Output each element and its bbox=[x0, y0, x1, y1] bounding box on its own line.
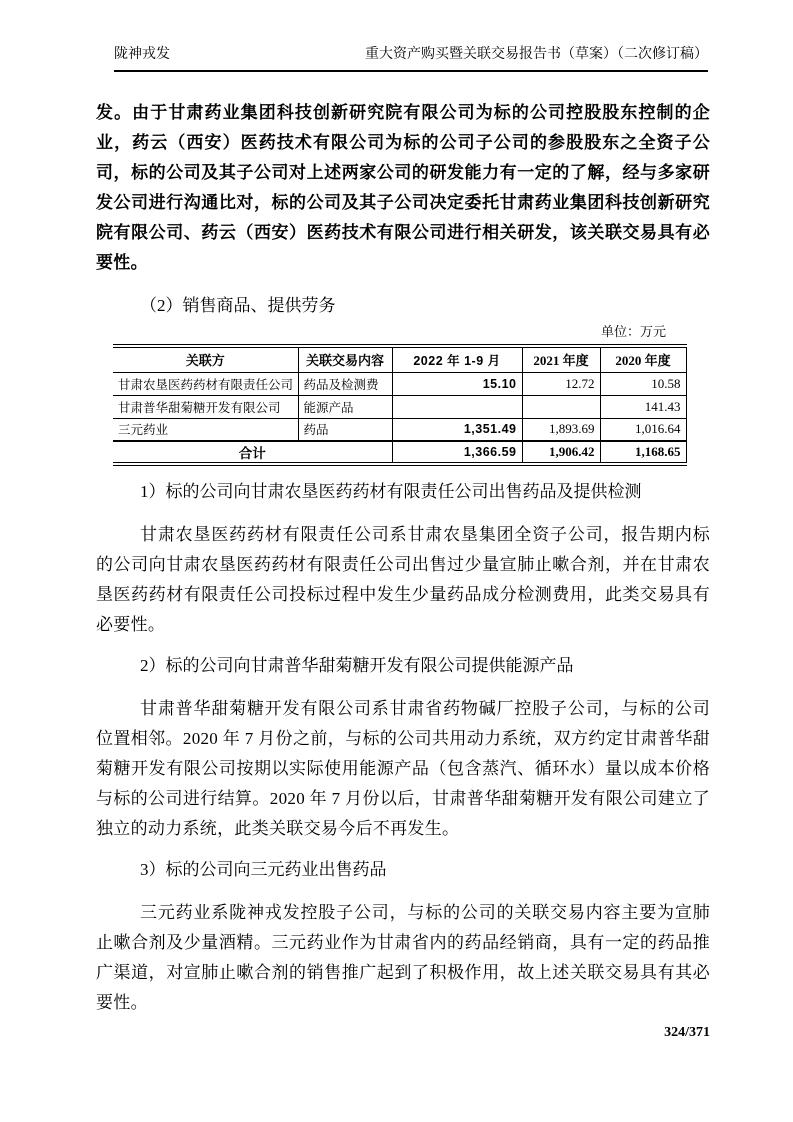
cell-total-2022: 1,366.59 bbox=[392, 441, 522, 464]
cell-2020: 10.58 bbox=[600, 372, 686, 395]
cell-2021 bbox=[522, 395, 600, 418]
cell-2020: 141.43 bbox=[600, 395, 686, 418]
subsection-1-paragraph: 甘肃农垦医药药材有限责任公司系甘肃农垦集团全资子公司，报告期内标的公司向甘肃农垦医药药材有限责任公司出售过少量宣肺止嗽合剂，并在甘肃农垦医药药材有限责任公司投标过程中发生少量药品成分检测费用，此类交易具有必要性。 bbox=[96, 525, 710, 634]
col-header-content: 关联交易内容 bbox=[298, 346, 392, 372]
page-body bbox=[96, 98, 710, 1041]
cell-party: 甘肃普华甜菊糖开发有限公司 bbox=[113, 395, 298, 418]
subsection-2-paragraph: 甘肃普华甜菊糖开发有限公司系甘肃省药物碱厂控股子公司，与标的公司位置相邻。2020 年 7 月份之前，与标的公司共用动力系统，双方约定甘肃普华甜菊糖开发有限公司按期以实际使用能源产品（包含蒸汽、循环水）量以成本价格与标的公司进行结算。2020 年 7 月份以后，甘肃普华甜菊糖开发有限公司建立了独立的动力系统，此类关联交易今后不再发生。 bbox=[96, 699, 710, 838]
unit-label: 单位：万元 bbox=[600, 324, 666, 339]
cell-content: 能源产品 bbox=[298, 395, 392, 418]
cell-2022 bbox=[392, 395, 522, 418]
cell-party: 甘肃农垦医药药材有限责任公司 bbox=[113, 372, 298, 395]
subsection-3-heading: 3）标的公司向三元药业出售药品 bbox=[140, 860, 387, 879]
cell-2022: 1,351.49 bbox=[392, 418, 522, 441]
related-party-transactions-table bbox=[113, 344, 687, 466]
col-header-party: 关联方 bbox=[113, 346, 298, 372]
table-header-row bbox=[113, 346, 686, 372]
cell-content: 药品及检测费 bbox=[298, 372, 392, 395]
cell-total-2020: 1,168.65 bbox=[600, 441, 686, 464]
subsection-2-heading: 2）标的公司向甘肃普华甜菊糖开发有限公司提供能源产品 bbox=[140, 656, 574, 675]
section-heading-sales: （2）销售商品、提供劳务 bbox=[140, 296, 336, 315]
table-row bbox=[113, 372, 686, 395]
col-header-2022: 2022 年 1-9 月 bbox=[392, 346, 522, 372]
subsection-3-paragraph: 三元药业系陇神戎发控股子公司，与标的公司的关联交易内容主要为宣肺止嗽合剂及少量酒精。三元药业作为甘肃省内的药品经销商，具有一定的药品推广渠道，对宣肺止嗽合剂的销售推广起到了积极作用，故上述关联交易具有其必要性。 bbox=[96, 903, 710, 1012]
cell-2021: 1,893.69 bbox=[522, 418, 600, 441]
subsection-1-heading: 1）标的公司向甘肃农垦医药药材有限责任公司出售药品及提供检测 bbox=[140, 482, 642, 501]
cell-2020: 1,016.64 bbox=[600, 418, 686, 441]
page-header bbox=[114, 45, 708, 72]
cell-total-label: 合计 bbox=[113, 441, 392, 464]
header-report-title: 重大资产购买暨关联交易报告书（草案）（二次修订稿） bbox=[365, 47, 708, 62]
cell-total-2021: 1,906.42 bbox=[522, 441, 600, 464]
page-number: 324/371 bbox=[664, 1025, 710, 1040]
col-header-2021: 2021 年度 bbox=[522, 346, 600, 372]
table-row bbox=[113, 395, 686, 418]
header-company-name: 陇神戎发 bbox=[114, 47, 170, 62]
table-row bbox=[113, 418, 686, 441]
intro-paragraph: 发。由于甘肃药业集团科技创新研究院有限公司为标的公司控股股东控制的企业，药云（西安）医药技术有限公司为标的公司子公司的参股股东之全资子公司，标的公司及其子公司对上述两家公司的研发能力有一定的了解，经与多家研发公司进行沟通比对，标的公司及其子公司决定委托甘肃药业集团科技创新研究院有限公司、药云（西安）医药技术有限公司进行相关研发，该关联交易具有必要性。 bbox=[96, 103, 710, 272]
cell-party: 三元药业 bbox=[113, 418, 298, 441]
table-total-row bbox=[113, 441, 686, 464]
col-header-2020: 2020 年度 bbox=[600, 346, 686, 372]
cell-2021: 12.72 bbox=[522, 372, 600, 395]
cell-2022: 15.10 bbox=[392, 372, 522, 395]
cell-content: 药品 bbox=[298, 418, 392, 441]
